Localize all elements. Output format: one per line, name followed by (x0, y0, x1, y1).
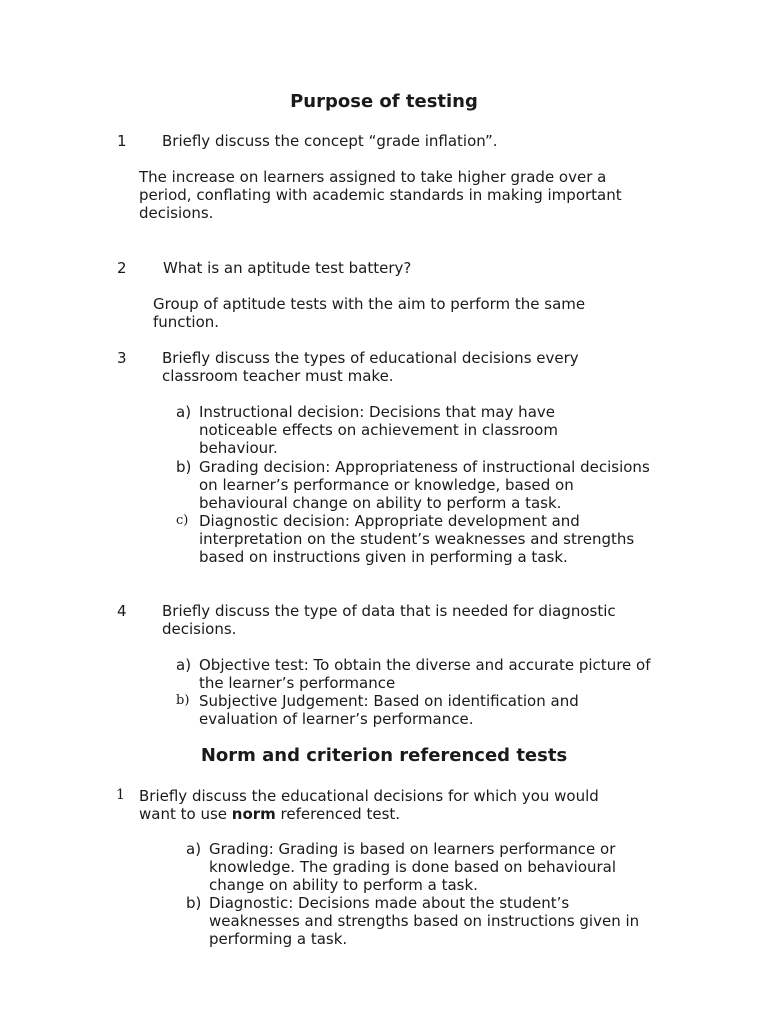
question-number: 4 (117, 602, 127, 620)
list-marker: a) (176, 656, 192, 674)
section-title: Purpose of testing (290, 91, 478, 112)
question-number: 1 (117, 132, 127, 150)
emphasis-term: norm (231, 805, 276, 824)
question-text-part: Briefly discuss the educational decisions for which you would want to use (139, 787, 599, 824)
list-item (176, 692, 651, 728)
list-marker: a) (176, 403, 192, 421)
list-item (186, 894, 646, 949)
question-text: Briefly discuss the types of educational decisions every classroom teacher must make. (162, 349, 579, 386)
question-text-part: referenced test. (275, 805, 401, 824)
section-title: Norm and criterion referenced tests (200, 745, 568, 766)
question-text: Briefly discuss the type of data that is needed for diagnostic decisions. (162, 602, 616, 639)
list-marker: a) (186, 840, 202, 858)
list-item-text: Diagnostic: Decisions made about the student’s weaknesses and strengths based on instructions given in performing a task. (209, 894, 640, 949)
answer-text: Group of aptitude tests with the aim to perform the same function. (153, 295, 586, 332)
list-item-text: Objective test: To obtain the diverse and accurate picture of the learner’s performance (199, 656, 651, 693)
list-marker: c) (176, 513, 189, 528)
list-item (176, 458, 651, 513)
list-marker: b) (176, 693, 190, 708)
list-marker: b) (176, 458, 192, 476)
list-item-text: Subjective Judgement: Based on identification and evaluation of learner’s performance. (199, 692, 579, 729)
list-item-text: Diagnostic decision: Appropriate development and interpretation on the student’s weaknesses and strengths based on instructions given in performing a task. (199, 512, 635, 567)
list-item-text: Instructional decision: Decisions that may have noticeable effects on achievement in classroom behaviour. (199, 403, 558, 458)
question-text: Briefly discuss the concept “grade inflation”. (162, 132, 498, 150)
answer-text: The increase on learners assigned to take higher grade over a period, conflating with academic standards in making important decisions. (139, 168, 622, 223)
question-number: 3 (117, 349, 127, 367)
list-item (176, 656, 651, 692)
list-marker: b) (186, 894, 202, 912)
list-item (186, 840, 646, 895)
list-item (176, 512, 656, 567)
list-item-text: Grading decision: Appropriateness of instructional decisions on learner’s performance or knowledge, based on behavioural change on ability to perform a task. (199, 458, 650, 513)
question-number: 2 (117, 259, 127, 277)
question-text: What is an aptitude test battery? (163, 259, 412, 277)
list-item-text: Grading: Grading is based on learners performance or knowledge. The grading is done based on behavioural change on ability to perform a task. (209, 840, 617, 895)
question-text (139, 787, 629, 823)
question-number: 1 (116, 787, 125, 803)
list-item (176, 403, 566, 458)
